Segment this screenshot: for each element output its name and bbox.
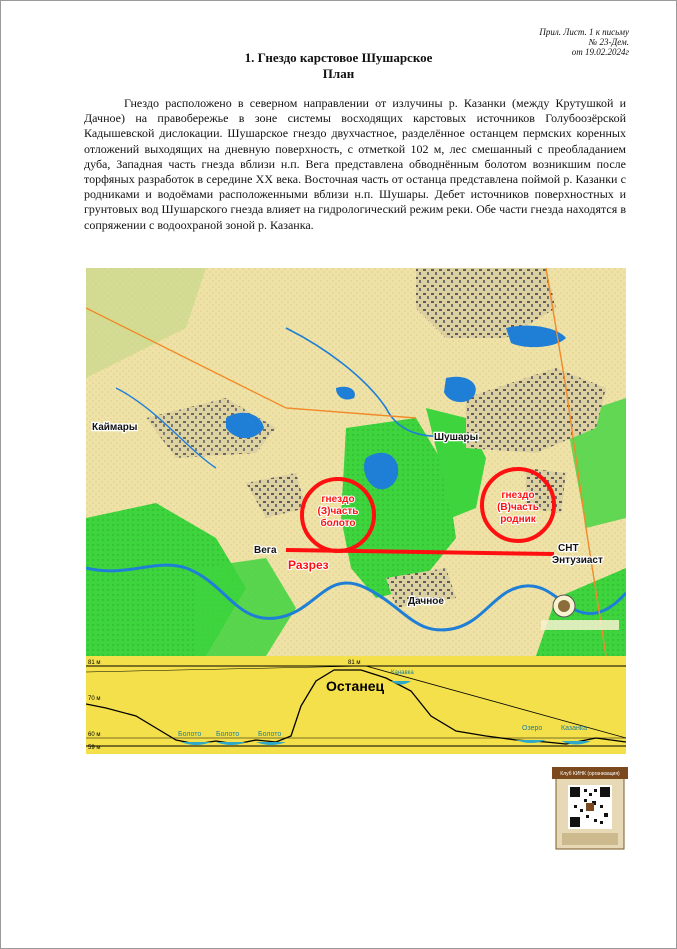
page-subtitle: План <box>322 66 355 81</box>
profile-stream: Канавка <box>391 670 414 676</box>
profile-title: Останец <box>326 678 385 694</box>
qr-code-card <box>552 765 628 851</box>
profile-elev-top: 81 м <box>88 660 101 666</box>
label-east-circle-2: (В)часть <box>497 502 539 513</box>
profile-elev-top-right: 81 м <box>348 660 361 666</box>
place-vega: Вега <box>254 545 277 556</box>
attachment-line-3: от 19.02.2024г <box>571 47 629 57</box>
profile-bog-3: Болото <box>258 731 282 738</box>
profile-elev-60: 60 м <box>88 732 101 738</box>
place-entuziast: Энтузиаст <box>552 555 603 566</box>
profile-bog-1: Болото <box>178 731 202 738</box>
place-kaymary: Каймары <box>92 422 138 433</box>
label-section: Разрез <box>288 558 329 572</box>
page-title: 1. Гнездо карстовое Шушарское <box>244 50 433 65</box>
profile-elev-59: 59 м <box>88 745 101 751</box>
qr-caption: Клуб КИНК (организация) <box>560 771 620 777</box>
place-snt: СНТ <box>558 543 579 554</box>
label-west-circle-2: (З)часть <box>317 506 359 517</box>
attachment-line-2: № 23-Дем. <box>588 37 629 47</box>
elevation-profile <box>86 656 626 754</box>
label-west-circle-3: болото <box>320 518 356 529</box>
profile-river: Казанка <box>561 725 587 732</box>
place-shushary: Шушары <box>434 432 479 443</box>
label-east-circle-1: гнездо <box>501 490 535 501</box>
topographic-map <box>86 268 626 656</box>
description-paragraph: Гнездо расположено в северном направлении от излучины р. Казанки (между Крутушкой и Дачное) на правобережье в зоне системы восходящих карстовых источников Голубоозёрской Кадышевской дислокации. Шушарское гнездо двухчастное, разделённое останцем пермских коренных отложений выходящих на дневную поверхность, с отметкой 102 м, лес смешанный с преобладанием дуба, Западная часть гнезда вблизи н.п. Вега представлена обводнённым болотом возникшим после торфяных разработок в середине XX века. Восточная часть от останца представлена поймой р. Казанки с родниками и водоёмами расположенными вблизи н.п. Шушары. Дебет источников поверхностных и грунтовых вод Шушарского гнезда влияет на гидрологический режим реки. Обе части гнезда находятся в сопряжении с водоохраной зоной р. Казанка. <box>84 96 626 232</box>
attachment-line-1: Прил. Лист. 1 к письму <box>539 27 629 37</box>
place-dachnoe: Дачное <box>408 596 444 607</box>
profile-bog-2: Болото <box>216 731 240 738</box>
label-west-circle-1: гнездо <box>321 494 355 505</box>
profile-lake: Озеро <box>522 725 543 732</box>
profile-elev-70: 70 м <box>88 696 101 702</box>
label-east-circle-3: родник <box>500 514 536 525</box>
